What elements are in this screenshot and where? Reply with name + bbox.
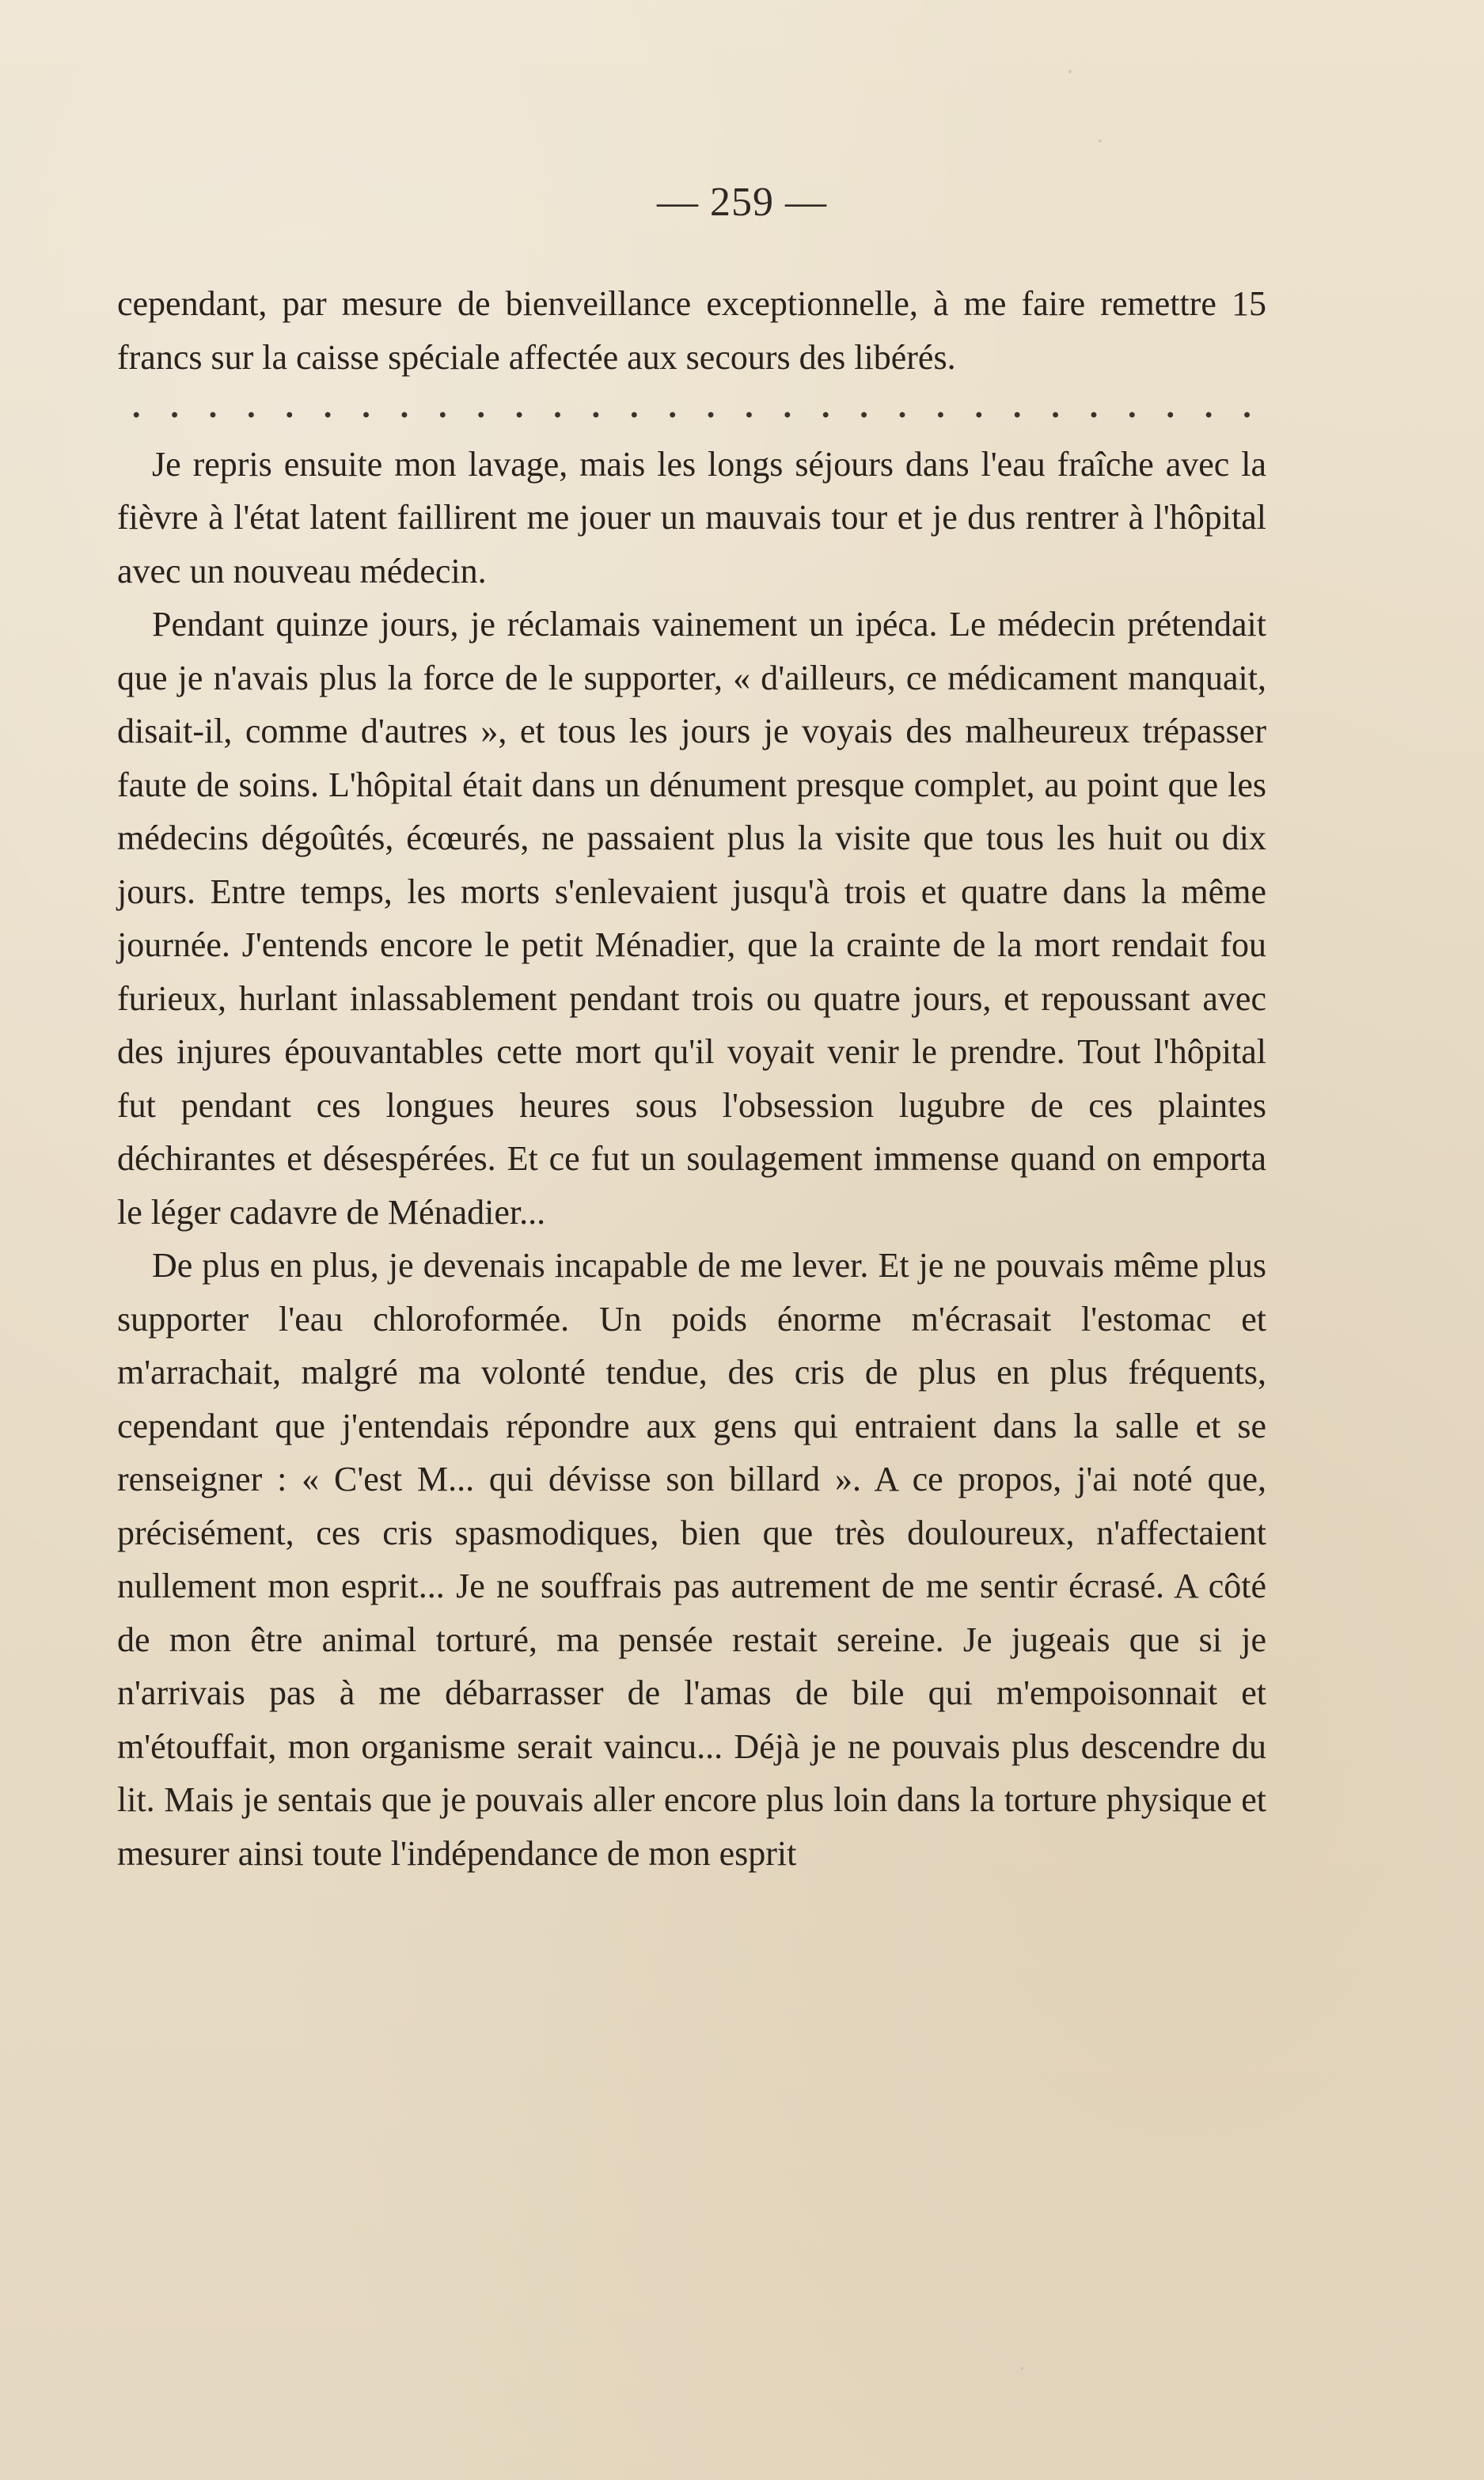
paragraph-lavage: Je repris ensuite mon lavage, mais les longs séjours dans l'eau fraîche avec la fièvre à l'état latent faillirent me jouer un mauvais tour et je dus rentrer à l'hôpital avec un nouveau médecin. [117, 444, 1266, 591]
paragraph-continuation: cependant, par mesure de bienveillance exceptionnelle, à me faire remettre 15 francs sur la caisse spéciale affectée aux secours des libérés. [117, 284, 1266, 377]
page-text [117, 277, 1266, 1880]
paper-speck [1099, 139, 1102, 142]
paragraph-hospital: Pendant quinze jours, je réclamais vainement un ipéca. Le médecin prétendait que je n'avais plus la force de le supporter, « d'ailleurs, ce médicament manquait, disait-il, comme d'autres », et tous les jours je voyais des malheureux trépasser faute de soins. L'hôpital était dans un dénument presque complet, au point que les médecins dégoûtés, écœurés, ne passaient plus la visite que tous les huit ou dix jours. Entre temps, les morts s'enlevaient jusqu'à trois et quatre dans la même journée. J'entends encore le petit Ménadier, que la crainte de la mort rendait fou furieux, hurlant inlassablement pendant trois ou quatre jours, et repoussant avec des injures épouvantables cette mort qu'il voyait venir le prendre. Tout l'hôpital fut pendant ces longues heures sous l'obsession lugubre de ces plaintes déchirantes et désespérées. Et ce fut un soulagement immense quand on emporta le léger cadavre de Ménadier... [117, 605, 1266, 1232]
paper-speck [1068, 70, 1072, 74]
ellipsis-separator [117, 384, 1266, 438]
paper-speck [1021, 2367, 1023, 2370]
ellipsis-dots [117, 411, 1266, 419]
page-number: — 259 — [657, 180, 827, 225]
paragraph-illness: De plus en plus, je devenais incapable de me lever. Et je ne pouvais même plus supporter l'eau chloroformée. Un poids énorme m'écrasait l'estomac et m'arrachait, malgré ma volonté tendue, des cris de plus en plus fréquents, cependant que j'entendais répondre aux gens qui entraient dans la salle et se renseigner : « C'est M... qui dévisse son billard ». A ce propos, j'ai noté que, précisément, ces cris spasmodiques, bien que très douloureux, n'affectaient nullement mon esprit... Je ne souffrais pas autrement de me sentir écrasé. A côté de mon être animal torturé, ma pensée restait sereine. Je jugeais que si je n'arrivais pas à me débarrasser de l'amas de bile qui m'empoisonnait et m'étouffait, mon organisme serait vaincu... Déjà je ne pouvais plus descendre du lit. Mais je sentais que je pouvais aller encore plus loin dans la torture physique et mesurer ainsi toute l'indépendance de mon esprit [117, 1246, 1266, 1873]
